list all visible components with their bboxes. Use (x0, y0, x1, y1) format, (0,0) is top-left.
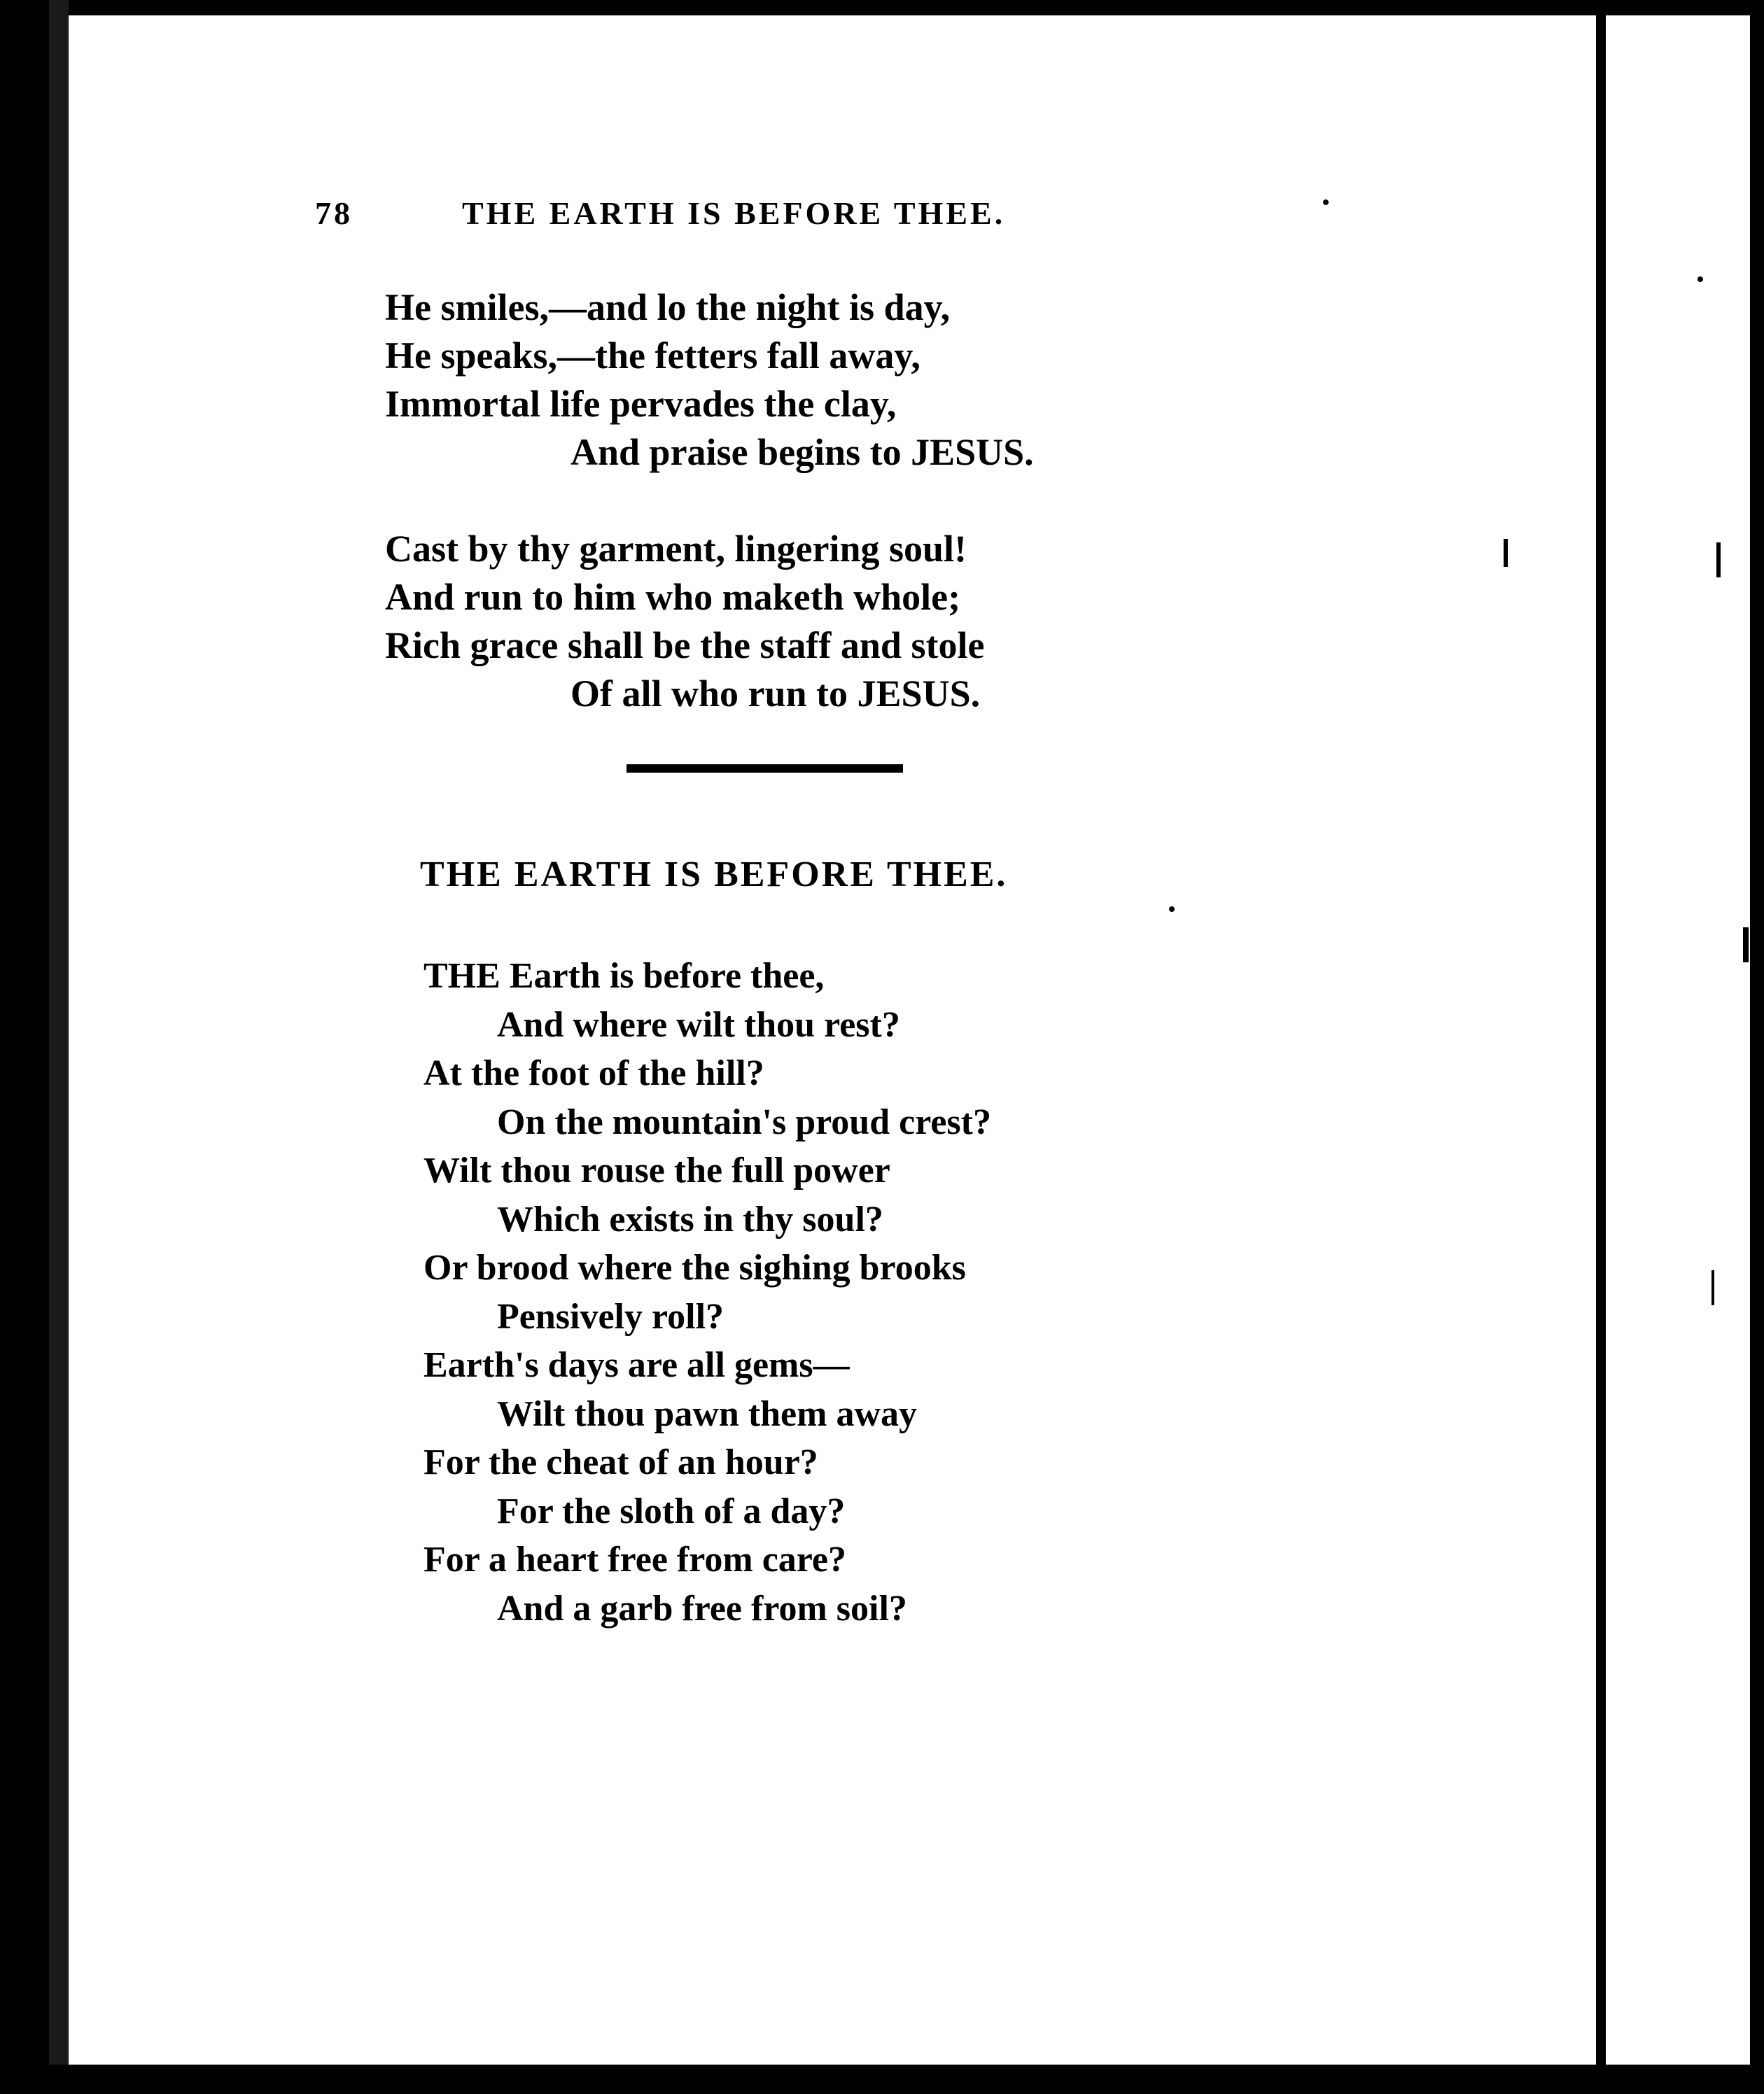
verse-line: Immortal life pervades the clay, (385, 383, 897, 425)
page-header (315, 189, 1155, 238)
verse-line: He speaks,—the fetters fall away, (385, 335, 920, 377)
speck (1504, 539, 1508, 567)
scan-shadow-left (49, 0, 69, 2094)
verse-line: Wilt thou pawn them away (497, 1393, 918, 1434)
verse-line: And where wilt thou rest? (497, 1004, 900, 1045)
verse-line: And run to him who maketh whole; (385, 576, 961, 618)
poem-title: THE EARTH IS BEFORE THEE. (420, 855, 1008, 894)
verse-line: Pensively roll? (497, 1296, 724, 1337)
verse-line: Or brood where the sighing brooks (424, 1248, 966, 1288)
verse-line: For the sloth of a day? (497, 1491, 846, 1531)
poem-body (424, 952, 991, 1633)
running-title: THE EARTH IS BEFORE THEE. (462, 195, 1006, 231)
verse-line: Earth's days are all gems— (424, 1345, 850, 1385)
verse-line: THE Earth is before thee, (424, 956, 825, 996)
verse-line: Rich grace shall be the staff and stole (385, 624, 985, 666)
speck (1323, 199, 1329, 205)
scan-border-right (1750, 0, 1764, 2094)
verse-line: And praise begins to JESUS. (570, 431, 1034, 473)
verse-line: At the foot of the hill? (424, 1053, 764, 1093)
verse-line: And a garb free from soil? (497, 1588, 907, 1629)
scan-border-top (0, 0, 1764, 15)
verse-line: On the mountain's proud crest? (497, 1102, 991, 1142)
speck (1169, 906, 1175, 912)
speck (1712, 1270, 1714, 1305)
verse-line: Wilt thou rouse the full power (424, 1151, 890, 1190)
speck (1716, 542, 1721, 577)
verse-line: For a heart free from care? (424, 1540, 846, 1580)
stanza (385, 525, 984, 718)
verse-line: He smiles,—and lo the night is day, (385, 286, 951, 328)
verse-line: Of all who run to JESUS. (570, 673, 981, 715)
stanza (385, 283, 1034, 477)
scan-border-left (0, 0, 49, 2094)
verse-line: For the cheat of an hour? (424, 1442, 818, 1482)
section-rule (626, 764, 903, 773)
scan-border-bottom (0, 2065, 1764, 2094)
speck (1743, 927, 1749, 962)
page-number: 78 (315, 195, 353, 231)
speck (1698, 276, 1703, 282)
page-gutter (1596, 0, 1606, 2094)
verse-line: Cast by thy garment, lingering soul! (385, 528, 967, 570)
verse-line: Which exists in thy soul? (497, 1199, 883, 1239)
